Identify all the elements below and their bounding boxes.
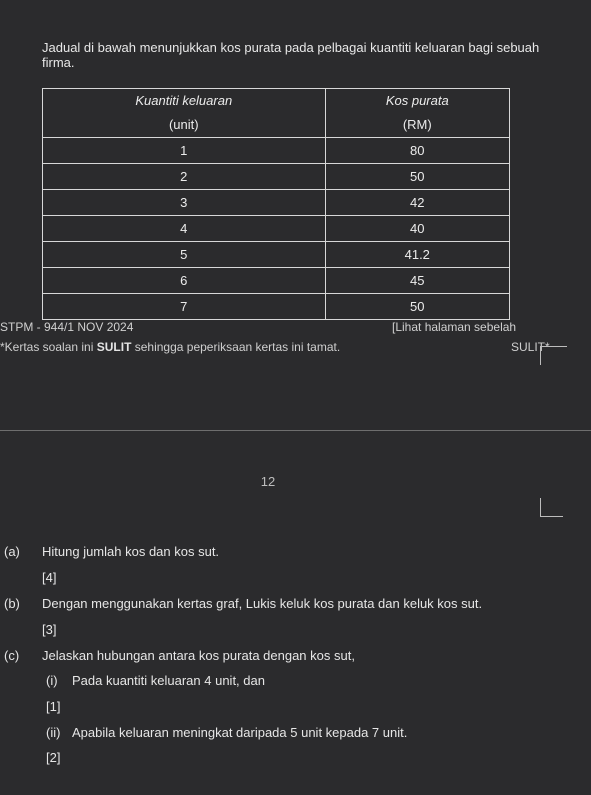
table-row xyxy=(43,190,510,216)
question-c-i-label: (i) xyxy=(46,673,58,688)
average-cost-cell: 40 xyxy=(325,216,509,242)
cost-table xyxy=(42,88,510,320)
question-c-ii xyxy=(46,725,576,741)
question-c-label: (c) xyxy=(4,648,20,663)
table-row xyxy=(43,294,510,320)
table-row xyxy=(43,242,510,268)
confidential-note-prefix: *Kertas soalan ini xyxy=(0,340,97,354)
average-cost-cell: 41.2 xyxy=(325,242,509,268)
question-c-i-mark: [1] xyxy=(46,699,61,714)
average-cost-cell: 50 xyxy=(325,294,509,320)
table-row xyxy=(43,164,510,190)
question-c-i xyxy=(46,673,576,689)
table-header-row xyxy=(43,89,510,138)
average-cost-cell: 80 xyxy=(325,138,509,164)
header-average-cost-unit: (RM) xyxy=(402,117,432,132)
confidential-note xyxy=(0,340,470,354)
header-average-cost-title: Kos purata xyxy=(385,93,449,108)
header-average-cost xyxy=(325,89,509,138)
question-b-mark: [3] xyxy=(42,622,57,637)
confidential-note-bold: SULIT xyxy=(96,340,132,354)
quantity-cell: 5 xyxy=(43,242,326,268)
table-row xyxy=(43,216,510,242)
page-number: 12 xyxy=(260,474,276,489)
quantity-cell: 3 xyxy=(43,190,326,216)
average-cost-cell: 45 xyxy=(325,268,509,294)
average-cost-cell: 50 xyxy=(325,164,509,190)
average-cost-cell: 42 xyxy=(325,190,509,216)
quantity-cell: 2 xyxy=(43,164,326,190)
quantity-cell: 7 xyxy=(43,294,326,320)
quantity-cell: 1 xyxy=(43,138,326,164)
question-c-ii-mark: [2] xyxy=(46,750,61,765)
question-a xyxy=(4,544,584,560)
header-quantity xyxy=(43,89,326,138)
question-a-mark: [4] xyxy=(42,570,57,585)
header-quantity-unit: (unit) xyxy=(168,117,199,132)
question-b xyxy=(4,596,584,612)
question-a-text: Hitung jumlah kos dan kos sut. xyxy=(42,544,220,559)
table-row xyxy=(43,268,510,294)
crop-mark-top xyxy=(540,346,567,365)
question-c-i-text: Pada kuantiti keluaran 4 unit, dan xyxy=(72,673,265,688)
page-divider xyxy=(0,430,591,431)
table-row xyxy=(43,138,510,164)
quantity-cell: 4 xyxy=(43,216,326,242)
question-a-label: (a) xyxy=(4,544,20,559)
question-c xyxy=(4,648,584,664)
header-quantity-title: Kuantiti keluaran xyxy=(135,93,233,108)
intro-text: Jadual di bawah menunjukkan kos purata pada pelbagai kuantiti keluaran bagi sebuah firma. xyxy=(42,40,540,70)
quantity-cell: 6 xyxy=(43,268,326,294)
crop-mark-bottom xyxy=(540,498,563,517)
exam-code: STPM - 944/1 NOV 2024 xyxy=(0,320,134,334)
turn-page-note: [Lihat halaman sebelah xyxy=(392,320,517,334)
question-c-ii-text: Apabila keluaran meningkat daripada 5 unit kepada 7 unit. xyxy=(72,725,408,740)
sulit-label: SULIT* xyxy=(511,340,550,354)
question-b-label: (b) xyxy=(4,596,20,611)
question-c-text: Jelaskan hubungan antara kos purata dengan kos sut, xyxy=(42,648,355,663)
confidential-note-suffix: sehingga peperiksaan kertas ini tamat. xyxy=(131,340,341,354)
question-b-text: Dengan menggunakan kertas graf, Lukis keluk kos purata dan keluk kos sut. xyxy=(42,596,483,611)
question-c-ii-label: (ii) xyxy=(46,725,61,740)
